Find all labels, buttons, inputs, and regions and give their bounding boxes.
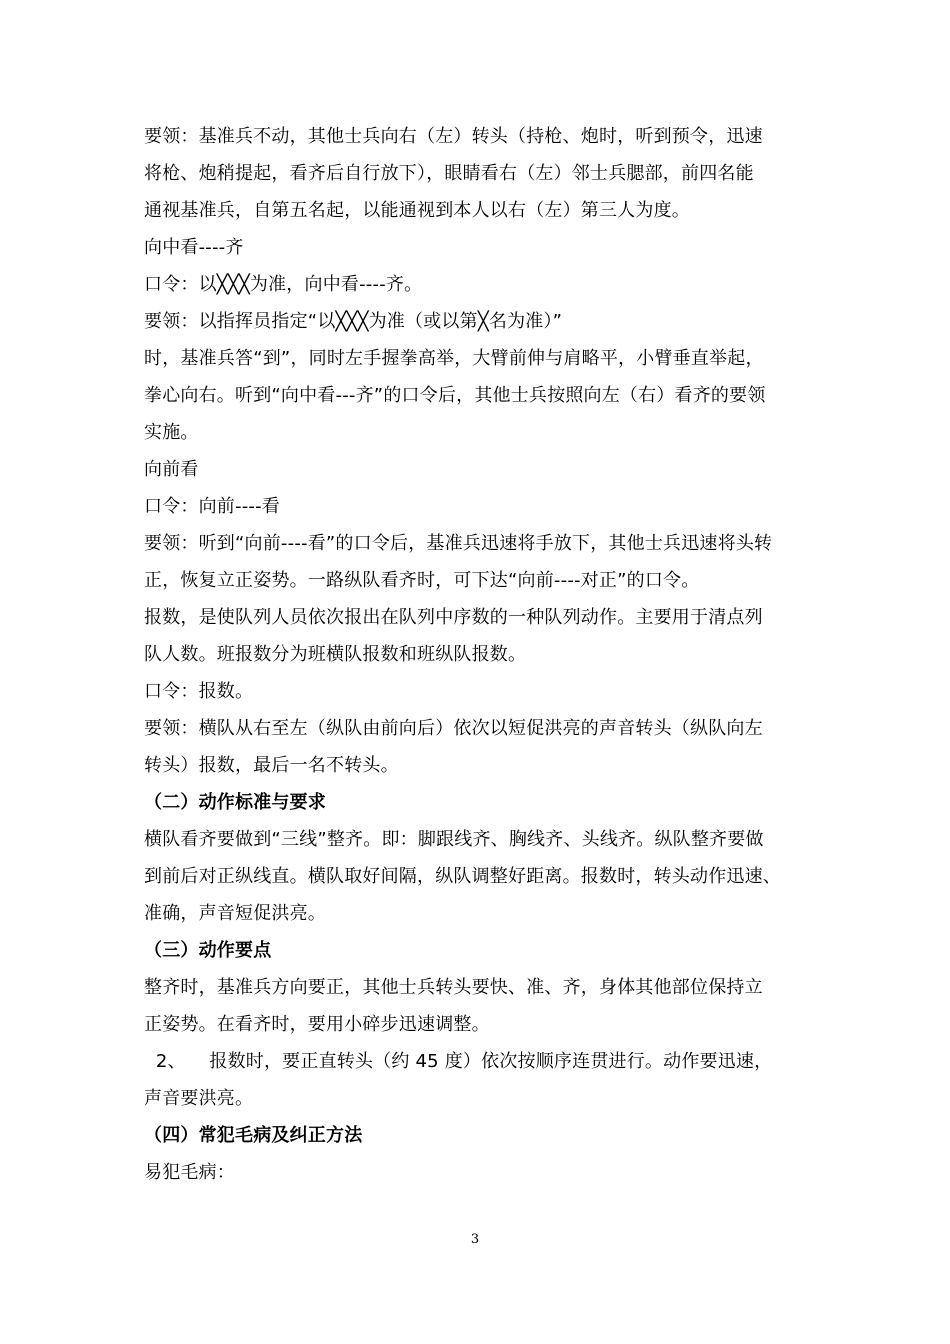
paragraph-line: 实施。 [144,422,199,443]
paragraph-line: 口令：向前----看 [144,496,280,517]
paragraph-line: 报数，是使队列人员依次报出在队列中序数的一种队列动作。主要用于清点列 [144,607,763,628]
subsection-heading: （四）常犯毛病及纠正方法 [144,1125,363,1146]
paragraph-line: 正姿势。在看齐时，要用小碎步迅速调整。 [144,1014,490,1035]
paragraph-line: 2、 报数时，要正直转头（约 45 度）依次按顺序连贯进行。动作要迅速， [144,1051,773,1072]
subsection-heading: （三）动作要点 [144,940,272,961]
subsection-heading: （二）动作标准与要求 [144,792,326,813]
section-heading: 向中看----齐 [144,237,244,258]
paragraph-line: 到前后对正纵线直。横队取好间隔，纵队调整好距离。报数时，转头动作迅速、 [144,866,781,887]
section-heading: 向前看 [144,459,199,480]
paragraph-line: 易犯毛病： [144,1162,235,1183]
paragraph-line: 时，基准兵答“到”，同时左手握拳高举，大臂前伸与肩略平，小臂垂直举起， [144,348,764,369]
paragraph-line: 整齐时，基准兵方向要正，其他士兵转头要快、准、齐，身体其他部位保持立 [144,977,763,998]
paragraph-line: 要领：横队从右至左（纵队由前向后）依次以短促洪亮的声音转头（纵队向左 [144,718,763,739]
paragraph-line: 要领：听到“向前----看”的口令后，基准兵迅速将手放下，其他士兵迅速将头转 [144,533,773,554]
paragraph-line: 要领：基准兵不动，其他士兵向右（左）转头（持枪、炮时，听到预令，迅速 [144,126,763,147]
paragraph-line: 口令：报数。 [144,681,254,702]
paragraph-line: 横队看齐要做到“三线”整齐。即：脚跟线齐、胸线齐、头线齐。纵队整齐要做 [144,829,764,850]
page-number: 3 [470,1232,480,1247]
paragraph-line: 准确，声音短促洪亮。 [144,903,326,924]
paragraph-line: 拳心向右。听到“向中看---齐”的口令后，其他士兵按照向左（右）看齐的要领 [144,385,766,406]
paragraph-line: 将枪、炮稍提起，看齐后自行放下），眼睛看右（左）邻士兵腮部，前四名能 [144,163,754,184]
paragraph-line: 声音要洪亮。 [144,1088,254,1109]
paragraph-line: 队人数。班报数分为班横队报数和班纵队报数。 [144,644,527,665]
paragraph-line: 口令：以╳╳╳为准，向中看----齐。 [144,274,423,295]
paragraph-line: 正，恢复立正姿势。一路纵队看齐时，可下达“向前----对正”的口令。 [144,570,700,591]
paragraph-line: 通视基准兵，自第五名起，以能通视到本人以右（左）第三人为度。 [144,200,690,221]
paragraph-line: 要领：以指挥员指定“以╳╳╳为准（或以第╳名为准）” [144,311,563,332]
paragraph-line: 转头）报数，最后一名不转头。 [144,755,399,776]
